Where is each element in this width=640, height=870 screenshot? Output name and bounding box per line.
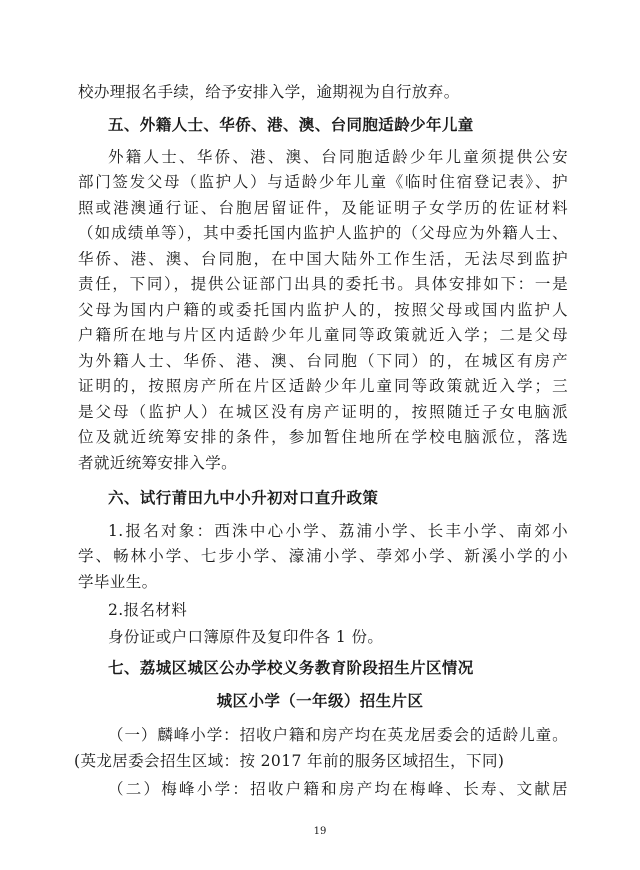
text-line: 2.报名材料 [108, 601, 188, 619]
section-heading-6: 六、试行莆田九中小升初对口直升政策 [108, 489, 379, 507]
text-line: 外籍人士、华侨、港、澳、台同胞适龄少年儿童须提供公安 [108, 148, 568, 166]
text-line: 华侨、港、澳、台同胞，在中国大陆外工作生活，无法尽到监护 [78, 250, 568, 268]
text-line: (英龙居委会招生区域：按 2017 年前的服务区域招生，下同) [74, 752, 505, 770]
text-line: （一）麟峰小学：招收户籍和房产均在英龙居委会的适龄儿童。 [108, 726, 568, 744]
text-line: 身份证或户口簿原件及复印件各 1 份。 [108, 628, 384, 646]
text-line: 者就近统筹安排入学。 [78, 454, 238, 472]
text-line: 1.报名对象：西洙中心小学、荔浦小学、长丰小学、南郊小 [108, 522, 568, 540]
text-line: 父母为国内户籍的或委托国内监护人的，按照父母或国内监护人 [78, 301, 568, 319]
text-line: 学毕业生。 [78, 573, 158, 591]
section-heading-5: 五、外籍人士、华侨、港、澳、台同胞适龄少年儿童 [108, 116, 474, 134]
text-line: （如成绩单等），其中委托国内监护人监护的（父母应为外籍人士、 [78, 224, 568, 242]
text-line: 证明的，按照房产所在片区适龄少年儿童同等政策就近入学；三 [78, 377, 568, 395]
text-line: 校办理报名手续，给予安排入学，逾期视为自行放弃。 [78, 83, 460, 101]
page-number: 19 [313, 826, 327, 837]
subsection-heading: 城区小学（一年级）招生片区 [216, 692, 424, 710]
text-line: 户籍所在地与片区内适龄少年儿童同等政策就近入学；二是父母 [78, 326, 568, 344]
text-line: 照或港澳通行证、台胞居留证件，及能证明子女学历的佐证材料 [78, 199, 568, 217]
text-line: 位及就近统筹安排的条件，参加暂住地所在学校电脑派位，落选 [78, 428, 568, 446]
text-line: （二）梅峰小学：招收户籍和房产均在梅峰、长寿、文献居 [108, 780, 568, 798]
text-line: 学、畅林小学、七步小学、濠浦小学、荸郊小学、新溪小学的小 [78, 547, 568, 565]
text-line: 责任，下同），提供公证部门出具的委托书。具体安排如下：一是 [78, 275, 568, 293]
text-line: 部门签发父母（监护人）与适龄少年儿童《临时住宿登记表》、护 [78, 173, 568, 191]
section-heading-7: 七、荔城区城区公办学校义务教育阶段招生片区情况 [108, 659, 474, 677]
text-line: 是父母（监护人）在城区没有房产证明的，按照随迁子女电脑派 [78, 403, 568, 421]
text-line: 为外籍人士、华侨、港、澳、台同胞（下同）的，在城区有房产 [78, 352, 568, 370]
